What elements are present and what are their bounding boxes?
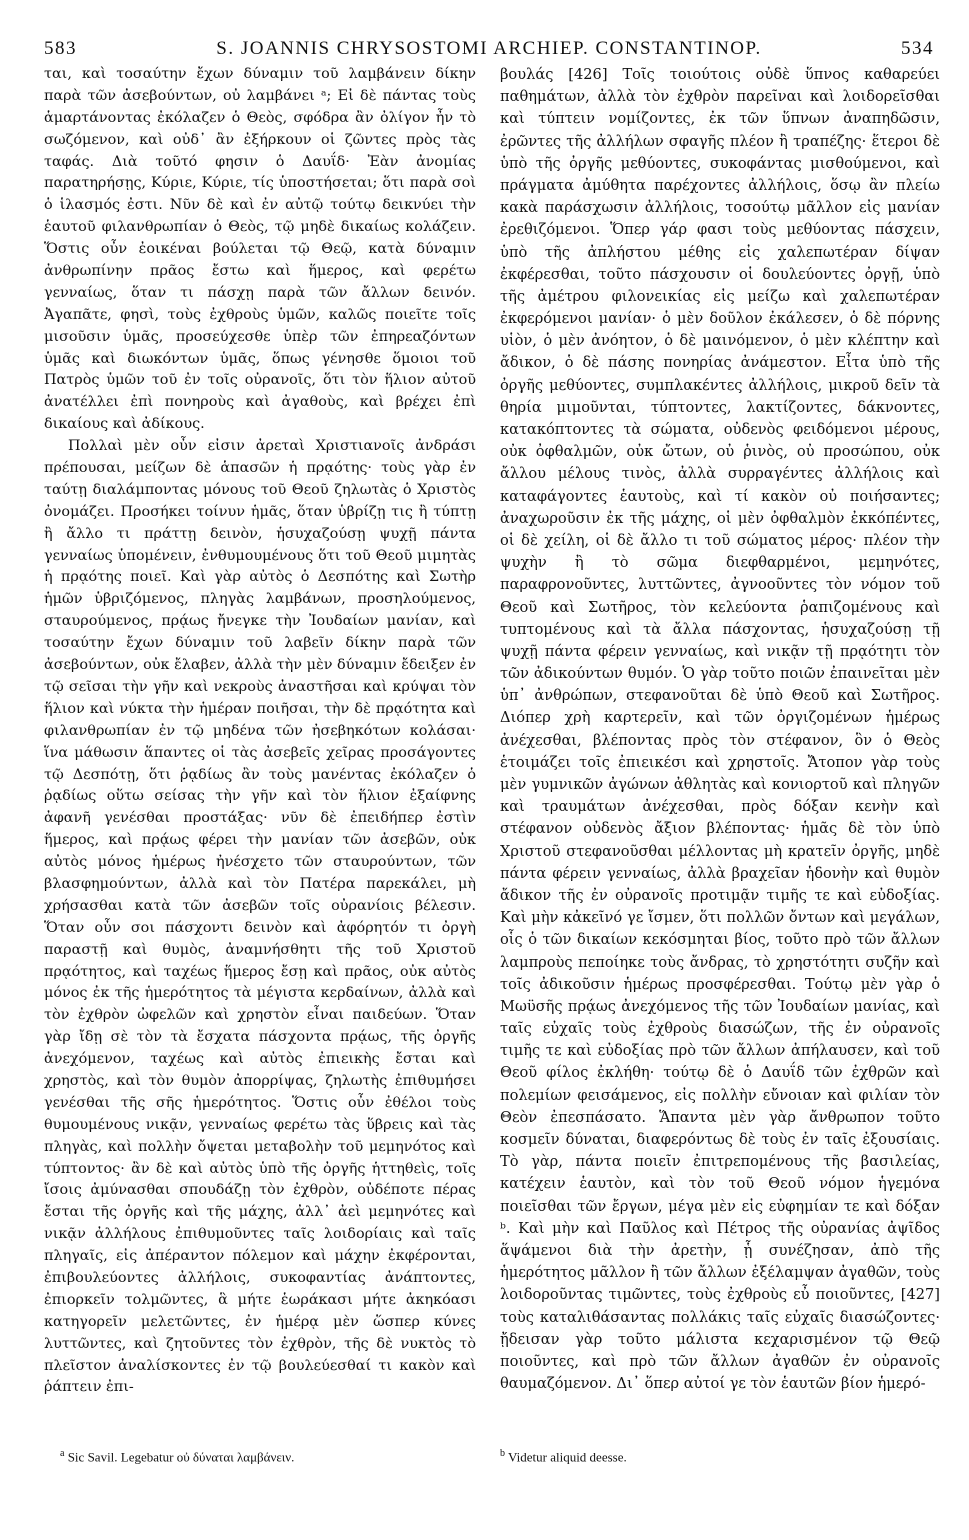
paragraph: Πολλαὶ μὲν οὖν εἰσιν ἀρεταὶ Χριστιανοῖς ἀνδράσι πρέπουσαι, μείζων δὲ ἁπασῶν ἡ πρᾳότης· τοὺς γὰρ ἐν ταύτῃ διαλάμποντας μόνους τοῦ Θεοῦ ζηλωτὰς ὁ Χριστὸς ὀνομάζει. Προσήκει τοίνυν ἡμᾶς, ὅταν ὑβρίζῃ τις ἢ τύπτῃ ἢ ἄλλο τι πράττῃ δεινὸν, ἡσυχαζούσῃ ψυχῇ πάντα γενναίως ὑπομένειν, ἐνθυμουμένους ὅτι τοῦ Θεοῦ μιμητὰς ἡ πρᾳότης ποιεῖ. Καὶ γὰρ αὐτὸς ὁ Δεσπότης καὶ Σωτὴρ ἡμῶν ὑβριζόμενος, πληγὰς λαμβάνων, προσηλούμενος, σταυρούμενος, πρᾴως ἤνεγκε τὴν Ἰουδαίων μανίαν, καὶ τοσαύτην ἔχων δύναμιν τοῦ λαβεῖν δίκην παρὰ τῶν ἀσεβούντων, οὐκ ἔλαβεν, ἀλλὰ τὴν μὲν δύναμιν ἔδειξεν ἐν τῷ σεῖσαι τὴν γῆν καὶ νεκροὺς ἀναστῆσαι καὶ κρύψαι τὸν ἥλιον καὶ νύκτα τὴν ἡμέραν ποιῆσαι, τὴν δὲ πρᾳότητα καὶ φιλανθρωπίαν ἐν τῷ μηδένα τῶν ἠσεβηκότων κολάσαι· ἵνα μάθωσιν ἅπαντες οἱ τὰς ἀσεβεῖς χεῖρας προσάγοντες τῷ Δεσπότῃ, ὅτι ῥᾳδίως ἂν τοὺς μανέντας ἐκόλαζεν ὁ ῥᾳδίως οὕτω σείσας τὴν γῆν καὶ τὸν ἥλιον ἐξαίφνης ἀφανῆ γενέσθαι προστάξας· νῦν δὲ ἐπειδήπερ ἐστὶν ἥμερος, καὶ πρᾴως φέρει τὴν μανίαν τῶν ἀσεβῶν, οὐκ αὐτὸς μόνος ἡμέρως ἠνέσχετο τῶν σταυρούντων, τῶν βλασφημούντων, ἀλλὰ καὶ τὸν Πατέρα παρεκάλει, μὴ χρήσασθαι κατὰ τῶν ἀσεβῶν τοῖς οὐρανίοις βέλεσιν. Ὅταν οὖν σοι πάσχοντι δεινὸν καὶ ἀφόρητόν τι ὀργὴ παραστῇ καὶ θυμὸς, ἀναμνήσθητι τῆς τοῦ Χριστοῦ πρᾳότητος, καὶ ταχέως ἥμερος ἔσῃ καὶ πρᾶος, οὐκ αὐτὸς μόνος ἐκ τῆς ἡμερότητος τὰ μέγιστα κερδαίνων, ἀλλὰ καὶ τὸν ἐχθρὸν ὠφελῶν καὶ χρηστὸν εἶναι παιδεύων. Ὅταν γὰρ ἴδῃ σὲ τὸν τὰ ἔσχατα πάσχοντα πρᾴως, τῆς ὀργῆς ἀνεχόμενον, ταχέως καὶ αὐτὸς ἐπιεικὴς ἔσται καὶ χρηστὸς, καὶ τὸν θυμὸν ἀπορρίψας, ζηλωτὴς ἐπιθυμήσει γενέσθαι τῆς σῆς ἡμερότητος. Ὅστις οὖν ἐθέλοι τοὺς θυμουμένους νικᾷν, γενναίως φερέτω τὰς ὕβρεις καὶ τὰς πληγὰς, καὶ πολλὴν ὄψεται μεταβολὴν τοῦ μεμηνότος καὶ τύπτοντος· ἂν δὲ καὶ αὐτὸς ὑπὸ τῆς ὀργῆς ἡττηθεὶς, τοῖς ἴσοις ἀμύνασθαι σπουδάζῃ τὸν ἐχθρὸν, οὐδέποτε πέρας ἔσται τῆς ὀργῆς καὶ τῆς μάχης, ἀλλ᾽ ἀεὶ μεμηνότες καὶ νικᾷν ἀλλήλους ἐπιθυμοῦντες ταῖς λοιδορίαις καὶ ταῖς πληγαῖς, εἰς ἀπέραντον πόλεμον καὶ μάχην ἐκφέρονται, ἐπιβουλεύοντες ἀλλήλοις, συκοφαντίας ἀνάπτοντες, ἐπιορκεῖν τολμῶντες, ἃ μήτε ἑωράκασι μήτε ἀκηκόασι κατηγορεῖν μελετῶντες, ἐν ἡμέρᾳ μὲν ὥσπερ κύνες λυττῶντες, καὶ ζητοῦντες τὸν ἐχθρὸν, τῆς δὲ νυκτὸς τὸ πλεῖστον ἀναλίσκοντες ἐν τῷ βουλεύεσθαί τι κακὸν καὶ ῥάπτειν ἐπι-	[44, 438, 476, 1396]
page-number-right: 534	[901, 38, 934, 59]
left-column	[44, 64, 476, 1399]
paragraph: ται, καὶ τοσαύτην ἔχων δύναμιν τοῦ λαμβάνειν δίκην παρὰ τῶν ἀσεβούντων, οὐ λαμβάνει ᵃ; Εἰ δὲ πάντας τοὺς ἁμαρτάνοντας ἐκόλαζεν ὁ Θεὸς, σφόδρα ἂν ὀλίγον ἦν τὸ σωζόμενον, καὶ οὐδ᾽ ἂν ἐξήρκουν οἱ ζῶντες πρὸς τὰς ταφάς. Διὰ τοῦτό φησιν ὁ Δαυΐδ· Ἐὰν ἀνομίας παρατηρήσῃς, Κύριε, Κύριε, τίς ὑποστήσεται; ὅτι παρὰ σοὶ ὁ ἱλασμός ἐστι. Νῦν δὲ καὶ ἐν αὐτῷ τούτῳ δεικνύει τὴν ἑαυτοῦ φιλανθρωπίαν ὁ Θεὸς, τῷ μηδὲ δικαίως κολάζειν. Ὅστις οὖν ἐοικέναι βούλεται τῷ Θεῷ, κατὰ δύναμιν ἀνθρωπίνην πρᾶος ἔστω καὶ ἥμερος, καὶ φερέτω γενναίως, ὅταν τι πάσχῃ παρὰ τῶν ἄλλων δεινόν. Ἀγαπᾶτε, φησὶ, τοὺς ἐχθροὺς ὑμῶν, καλῶς ποιεῖτε τοῖς μισοῦσιν ὑμᾶς, προσεύχεσθε ὑπὲρ τῶν ἐπηρεαζόντων ὑμᾶς καὶ διωκόντων ὑμᾶς, ὅπως γένησθε ὅμοιοι τοῦ Πατρὸς ὑμῶν τοῦ ἐν τοῖς οὐρανοῖς, ὅτι τὸν ἥλιον αὐτοῦ ἀνατέλλει ἐπὶ πονηροὺς καὶ ἀγαθοὺς, καὶ βρέχει ἐπὶ δικαίους καὶ ἀδίκους.	[44, 66, 476, 433]
footnote-marker: b	[500, 1448, 505, 1459]
running-title: S. JOANNIS CHRYSOSTOMI ARCHIEP. CONSTANTINOP.	[216, 38, 762, 59]
running-head	[44, 38, 934, 64]
page-number-left: 583	[44, 38, 77, 59]
paragraph: βουλάς [426] Τοῖς τοιούτοις οὐδὲ ὕπνος καθαρεύει παθημάτων, ἀλλὰ τὸν ἐχθρὸν παρεῖναι καὶ λοιδορεῖσθαι καὶ τύπτειν νομίζοντες, ἐκ τῶν ὕπνων ἀναπηδῶσιν, ἐρῶντες τῆς ἀλλήλων σφαγῆς πλέον ἢ τραπέζης· ἕτεροι δὲ ὑπὸ τῆς ὀργῆς μεθύοντες, συκοφάντας μισθούμενοι, καὶ πράγματα ἀμύθητα παρέχοντες ἀλλήλοις, ὅσῳ ἂν πλείω κακὰ παράσχωσιν ἀλλήλοις, τοσούτῳ μᾶλλον εἰς μανίαν ἐρεθιζόμενοι. Ὅπερ γάρ φασι τοὺς μεθύοντας πάσχειν, ὑπὸ τῆς ἀπλήστου μέθης εἰς χαλεπωτέραν δίψαν ἐκφέρεσθαι, τοῦτο πάσχουσιν οἱ δουλεύοντες ὀργῇ, ὑπὸ τῆς ἀμέτρου φιλονεικίας εἰς μείζω καὶ χαλεπωτέραν ἐκφερόμενοι μανίαν· ὁ μὲν δοῦλον ἐκάλεσεν, ὁ δὲ πόρνης υἱὸν, ὁ μὲν ἀνόητον, ὁ δὲ μαινόμενον, ὁ μὲν κλέπτην καὶ ἄδικον, ὁ δὲ πάσης πονηρίας ἀνάμεστον. Εἶτα ὑπὸ τῆς ὀργῆς μεθύοντες, συμπλακέντες ἀλλήλοις, μικροῦ δεῖν τὰ θηρία μιμοῦνται, τύπτοντες, λακτίζοντες, δάκνοντες, κατακόπτοντες τὰ σώματα, οὐδενὸς φειδόμενοι μέρους, οὐκ ὀφθαλμῶν, οὐκ ὤτων, οὐ ῥινὸς, οὐ προσώπου, οὐκ ἄλλου μέλους τινὸς, ἀλλὰ συρραγέντες ἀλλήλοις καὶ καταφάγοντες ἑαυτοὺς, καὶ τί κακὸν οὐ ποιήσαντες; ἀναχωροῦσιν ἐκ τῆς μάχης, οἱ μὲν ὀφθαλμὸν ἐκκόπέντες, οἱ δὲ χείλη, οἱ δὲ ἄλλο τι τοῦ σώματος μέρος· πλέον τὴν ψυχὴν ἢ τὸ σῶμα διεφθαρμένοι, μεμηνότες, παραφρονοῦντες, λυττῶντες, ἀγνοοῦντες τὸν νόμον τοῦ Θεοῦ καὶ Σωτῆρος, τὸν κελεύοντα ῥαπιζομένους καὶ τυπτομένους καὶ τὰ ἄλλα πάσχοντας, ἡσυχαζούσῃ τῇ ψυχῇ πάντα φέρειν γενναίως, καὶ νικᾷν τῇ πρᾳότητι τὸν τῶν ἀδικούντων θυμόν. Ὁ γὰρ τοῦτο ποιῶν ἐπαινεῖται μὲν ὑπ᾽ ἀνθρώπων, στεφανοῦται δὲ ὑπὸ Θεοῦ καὶ Σωτῆρος. Διόπερ χρὴ καρτερεῖν, καὶ τῶν ὀργιζομένων ἡμέρως ἀνέχεσθαι, βλέποντας πρὸς τὸν στέφανον, ὃν ὁ Θεὸς ἑτοιμάζει τοῖς ἐπιεικέσι καὶ χρηστοῖς. Ἄτοπον γὰρ τοὺς μὲν γυμνικῶν ἀγώνων ἀθλητὰς καὶ κονιορτοῦ καὶ πληγῶν καὶ τραυμάτων ἀνέχεσθαι, πρὸς δόξαν κενὴν καὶ στέφανον οὐδενὸς ἄξιον βλέποντας· ἡμᾶς δὲ τὸν ὑπὸ Χριστοῦ στεφανοῦσθαι μέλλοντας μὴ κρατεῖν ὀργῆς, μηδὲ πάντα φέρειν γενναίως, ἀλλὰ βραχεῖαν ἡδονὴν καὶ θυμὸν ἄδικον τῆς ἐν οὐρανοῖς προτιμᾷν τιμῆς τε καὶ εὐδοξίας. Καὶ μὴν κἀκεῖνό γε ἴσμεν, ὅτι πολλῶν ὄντων καὶ μεγάλων, οἷς ὁ τῶν δικαίων κεκόσμηται βίος, τοῦτο πρὸ τῶν ἄλλων λαμπροὺς πεποίηκε τοὺς ἄνδρας, τὸ χρηστότητι συζῆν καὶ τοῖς ἀδικοῦσιν ἡμέρως προσφέρεσθαι. Τούτῳ μὲν γὰρ ὁ Μωϋσῆς πρᾴως ἀνεχόμενος τῆς τῶν Ἰουδαίων μανίας, καὶ ταῖς εὐχαῖς τοὺς ἐχθροὺς διασώζων, τῆς ἐν οὐρανοῖς τιμῆς τε καὶ εὐδοξίας πρὸ τῶν ἄλλων ἀπήλαυσεν, καὶ τοῦ Θεοῦ φίλος ἐκλήθη· τούτῳ δὲ ὁ Δαυΐδ τῶν ἐχθρῶν καὶ πολεμίων φεισάμενος, εἰς πολλὴν εὔνοιαν καὶ φιλίαν τὸν Θεὸν ἐπεσπάσατο. Ἅπαντα μὲν γὰρ ἄνθρωπον τοῦτο κοσμεῖν δύναται, διαφερόντως δὲ τοὺς ἐν ταῖς ἐξουσίαις. Τὸ γὰρ, πάντα ποιεῖν ἐπιτρεπομένους τῆς βασιλείας, κατέχειν ἑαυτὸν, καὶ τὸν τοῦ Θεοῦ νόμον ἡγεμόνα ποιεῖσθαι τῶν ἔργων, μέγα μὲν εἰς εὐφημίαν τε καὶ δόξαν ᵇ. Καὶ μὴν καὶ Παῦλος καὶ Πέτρος τῆς οὐρανίας ἀψῖδος ἅψάμενοι διὰ τὴν ἀρετὴν, ᾗ συνέζησαν, ἀπὸ τῆς ἡμερότητος μᾶλλον ἢ τῶν ἄλλων ἐξέλαμψαν ἀγαθῶν, τοὺς λοιδοροῦντας τιμῶντες, τοὺς ἐχθροὺς εὖ ποιοῦντες, [427] τοὺς καταλιθάσαντας πολλάκις ταῖς εὐχαῖς διασώζοντες· ᾔδεισαν γὰρ τοῦτο μάλιστα κεχαρισμένον τῷ Θεῷ ποιοῦντες, καὶ πρὸ τῶν ἄλλων ἀγαθῶν ἐν οὐρανοῖς θαυμαζόμενον. Δι᾽ ὅπερ αὐτοί γε τὸν ἑαυτῶν βίον ἡμερό-	[500, 66, 940, 1393]
footnote-b	[500, 1448, 627, 1465]
footnote-text: Videtur aliquid deesse.	[508, 1449, 627, 1465]
right-column	[500, 64, 940, 1395]
footnote-marker: a	[60, 1448, 65, 1459]
footnote-text: Sic Savil. Legebatur οὐ δύναται λαμβάνειν.	[67, 1449, 295, 1465]
footnote-a	[60, 1448, 294, 1465]
